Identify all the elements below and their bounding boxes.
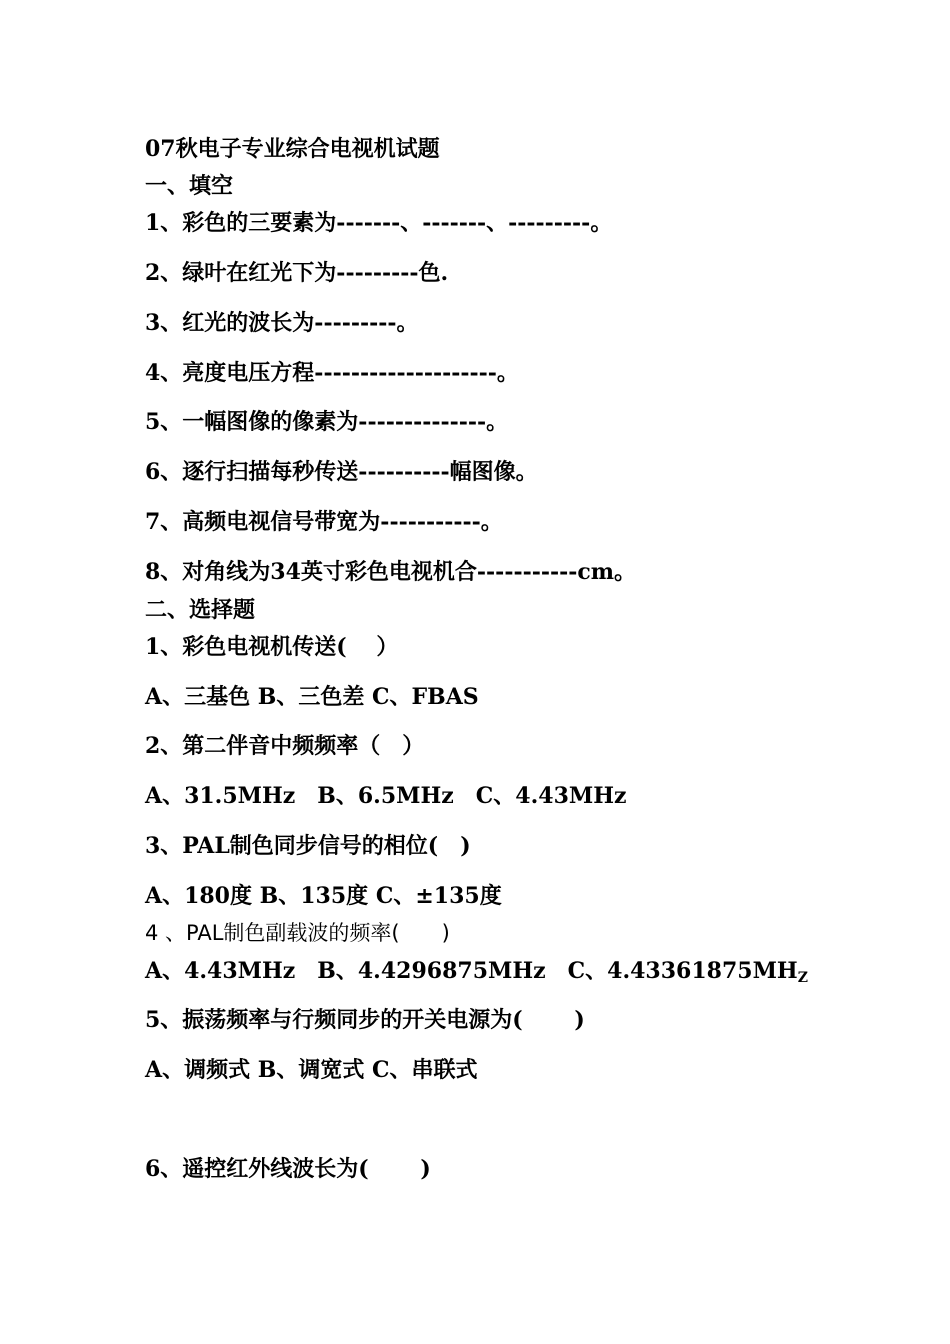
- section-heading-multiple-choice: 二、选择题: [145, 597, 256, 623]
- fill-question-4: 4、亮度电压方程--------------------。: [145, 360, 519, 386]
- choice-question-4: 4 、PAL制色副载波的频率( ): [145, 921, 450, 945]
- choice-options-4-main: A、4.43MHz B、4.4296875MHz C、4.43361875MH: [145, 958, 798, 984]
- fill-question-8: 8、对角线为34英寸彩色电视机合-----------cm。: [145, 559, 637, 585]
- choice-options-3: A、180度 B、135度 C、±135度: [145, 883, 502, 909]
- choice-question-1: 1、彩色电视机传送( ）: [145, 634, 399, 660]
- fill-question-1: 1、彩色的三要素为-------、-------、---------。: [145, 210, 613, 236]
- fill-question-2: 2、绿叶在红光下为---------色.: [145, 260, 449, 286]
- choice-question-2: 2、第二伴音中频频率（ ）: [145, 733, 425, 759]
- choice-options-4-subscript: Z: [797, 970, 808, 986]
- choice-options-5: A、调频式 B、调宽式 C、串联式: [145, 1057, 478, 1083]
- fill-question-7: 7、高频电视信号带宽为-----------。: [145, 509, 503, 535]
- choice-options-4: [145, 957, 808, 992]
- fill-question-3: 3、红光的波长为---------。: [145, 310, 419, 336]
- choice-question-6: 6、遥控红外线波长为( ): [145, 1156, 431, 1182]
- choice-options-2: A、31.5MHz B、6.5MHz C、4.43MHz: [145, 783, 627, 809]
- choice-question-5: 5、振荡频率与行频同步的开关电源为( ): [145, 1007, 585, 1033]
- document-title: 07秋电子专业综合电视机试题: [145, 136, 440, 162]
- choice-question-3: 3、PAL制色同步信号的相位( ): [145, 833, 471, 859]
- fill-question-5: 5、一幅图像的像素为--------------。: [145, 409, 509, 435]
- section-heading-fill-blank: 一、填空: [145, 173, 234, 199]
- fill-question-6: 6、逐行扫描每秒传送----------幅图像。: [145, 459, 538, 485]
- choice-options-1: A、三基色 B、三色差 C、FBAS: [145, 684, 479, 710]
